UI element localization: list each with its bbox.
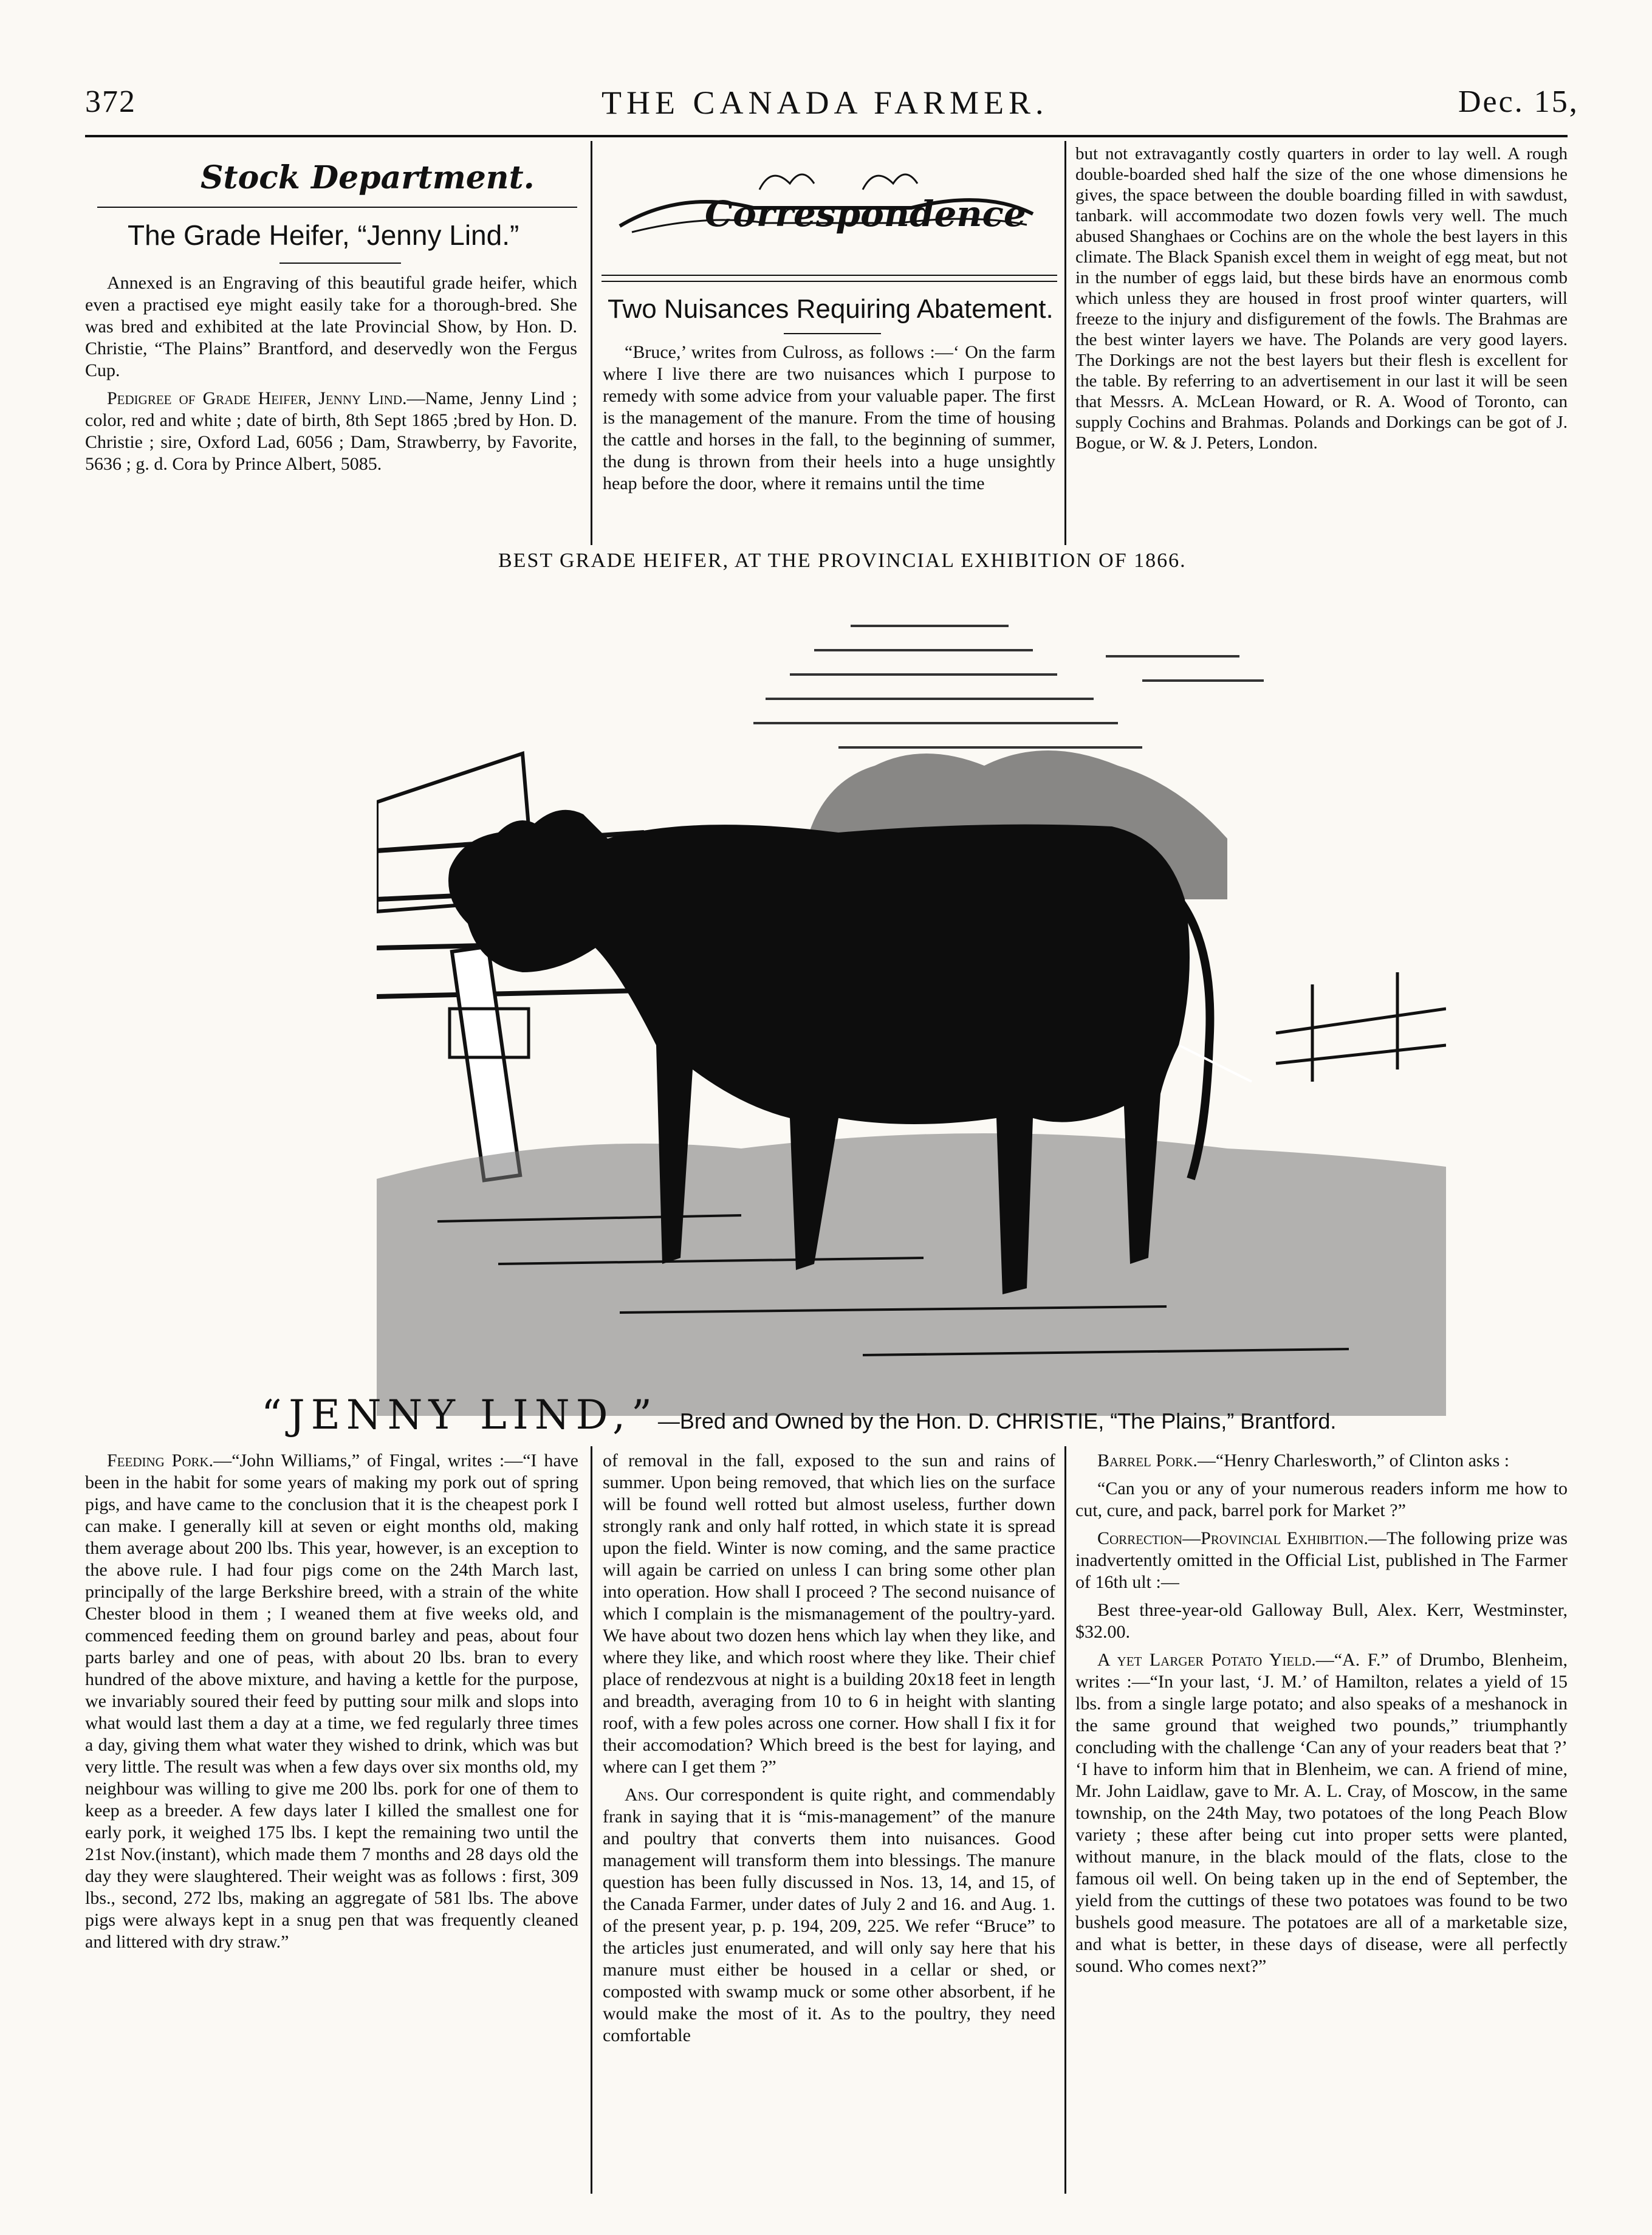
feeding-pork-text: —“John Williams,” of Fingal, writes :—“I have been in the habit for some years of making my pork out of spring pigs, and have came to the conclusion that it is the cheapest pork I can make. I generally kill at seven or eight months old, making them average about 200 lbs. This year, however, is an exception to the above rule. I had four pigs come on the 24th March last, principally of the large Berkshire breed, with a strain of the white Chester blood in them ; I weaned them at five weeks old, and commenced feeding them on ground barley and peas, about four parts barley and one of peas, with about 20 lbs. bran to every hundred of the above mixture, and having a kettle for the purpose, we invariably soured their feed by putting sour milk and slops into what would last them a day at a time, we fed regularly three times a day, giving them what water they wished to drink, which was but very little. The result was when a few days over six months old, my neighbour was willing to give me 200 lbs. pork for one of them to keep as a breeder. A few days later I killed the smallest one for early pork, it weighed 175 lbs. I kept the remaining two until the 21st Nov.(instant), which made them 7 months and 28 days old the day they were slaughtered. Their weight was as follows : first, 309 lbs., second, 272 lbs, making an aggregate of 581 lbs. The above pigs were always kept in a snug pen that was frequently cleaned and littered with dry straw.” xyxy=(85,1451,578,1952)
engraving-heading: BEST GRADE HEIFER, AT THE PROVINCIAL EXHIBITION OF 1866. xyxy=(498,549,1187,572)
column-divider-2 xyxy=(1064,141,1066,545)
caption-rest: —Bred and Owned by the Hon. D. CHRISTIE, “The Plains,” Brantford. xyxy=(657,1409,1337,1433)
correspondence-rule-1 xyxy=(602,275,1057,276)
correspondence-banner-text: Correspondence xyxy=(705,193,1026,235)
nuisances-paragraph-1: “Bruce,’ writes from Culross, as follows :—‘ On the farm where I live there are two nuisances which I purpose to remedy with some advice from your valuable paper. The first is the management of the manure. From the time of housing the cattle and horses in the fall, to the beginning of summer, the dung is thrown from their heels into a huge unsightly heap before the door, where it remains until the time xyxy=(603,342,1055,493)
nuisances-heading: Two Nuisances Requiring Abatement. xyxy=(608,294,1054,324)
page-number: 372 xyxy=(85,84,136,119)
nuisances-paragraph-2: of removal in the fall, exposed to the sun and rains of summer. Upon being removed, that which lies on the surface will be found well rotted but almost useless, further down strongly rank and only half rotted, in which state it is spread upon the field. Winter is now coming, and the same practice will again be carried on unless I can bring some other plan into operation. How shall I proceed ? The second nuisance of which I complain is the mismanagement of the poultry-yard. We have about two dozen hens which lay when they like, and where they like, and which roost where they like. Their chief place of rendezvous at night is a building 20x18 feet in length and breadth, averaging from 10 to 6 in height with slanting roof, with a few poles across one corner. How shall I fix it for their accomodation? Which breed is the best for laying, and where can I get them ?” xyxy=(603,1451,1055,1777)
answer-label: Ans. xyxy=(625,1785,659,1805)
barrel-pork-text: —“Henry Charlesworth,” of Clinton asks : xyxy=(1197,1451,1510,1471)
stock-department-heading: Stock Department. xyxy=(201,159,535,196)
answer-continued: but not extravagantly costly quarters in order to lay well. A rough double-boarded shed half the size of the one whose dimensions he gives, the space between the double boarding filled in with sawdust, tanbark. will accommodate two dozen fowls very well. The much abused Shanghaes or Cochins are on the whole the best layers in this climate. The Black Spanish excel them in weight of egg meat, but not in the number of eggs laid, but these birds have an enormous comb which unless they are housed in frost proof winter quarters, will freeze to the injury and disfigurement of the fowls. The Brahmas are the best winter layers we have. The Polands are very good layers. The Dorkings are not the best layers but their flesh is excellent for the table. By referring to an advertisement in our last it will be seen that Messrs. A. McLean Howard, or R. A. Wood of Toronto, can supply Cochins and Brahmas. Polands and Dorkings can be got of J. Bogue, or W. & J. Peters, London. xyxy=(1075,144,1568,453)
answer-text: Our correspondent is quite right, and commendably frank in saying that it is “mis-management” of the manure and poultry that converts them into nuisances. Good management will transform them into blessings. The manure question has been fully discussed in Nos. 13, 14, and 15, of the Canada Farmer, under dates of July 2 and 16. and Aug. 1. of the present year, p. p. 194, 209, 225. We refer “Bruce” to the articles just enumerated, and will only say here that his manure must either be housed in a cellar or shed, or composted with swamp muck or some other absorbent, if he would make the most of it. As to the poultry, they need comfortable xyxy=(603,1785,1055,2045)
caption-name: “JENNY LIND,” xyxy=(261,1392,658,1438)
pedigree-text: —Name, Jenny Lind ; color, red and white ; date of birth, 8th Sept 1865 ;bred by Hon. D. Christie ; sire, Oxford Lad, 6056 ; Dam, Strawberry, by Favorite, 5636 ; g. d. Cora by Prince Albert, 5085. xyxy=(85,388,577,474)
issue-date: Dec. 15, xyxy=(1458,84,1579,119)
grade-heifer-rule xyxy=(279,263,401,264)
pedigree-paragraph xyxy=(85,388,577,475)
correction-label: Correction—Provincial Exhibition. xyxy=(1097,1528,1369,1548)
answer-paragraph xyxy=(603,1784,1055,2047)
stock-article xyxy=(85,272,577,481)
correspondence-banner xyxy=(608,153,1051,256)
stock-paragraph: Annexed is an Engraving of this beautiful grade heifer, which even a practised eye might easily take for a thorough-bred. She was bred and exhibited at the late Provincial Show, by Hon. D. Christie, “The Plains” Brantford, and deservedly won the Fergus Cup. xyxy=(85,273,577,380)
grade-heifer-heading: The Grade Heifer, “Jenny Lind.” xyxy=(128,219,519,251)
masthead-title: THE CANADA FARMER. xyxy=(602,84,1049,121)
feeding-pork-paragraph xyxy=(85,1450,578,1953)
potato-label: A yet Larger Potato Yield. xyxy=(1097,1650,1316,1670)
stock-heading-rule xyxy=(97,207,577,208)
potato-paragraph xyxy=(1075,1649,1568,1977)
header-rule xyxy=(85,135,1568,137)
nuisances-heading-rule xyxy=(784,333,881,334)
potato-text: —“A. F.” of Drumbo, Blenheim, writes :—“In your last, ‘J. M.’ of Hamilton, relates a yield of 15 lbs. from a single large potato; and also speaks of a meshanock in the same ground that weighed two pounds,” triumphantly concluding with the challenge ‘Can any of your readers beat that ?’ ‘I have to inform him that in Blenheim, we can. A friend of mine, Mr. John Laidlaw, gave to Mr. A. L. Cray, of Moscow, in the same township, on the 24th May, two potatoes of the long Peach Blow variety ; these after being cut into proper setts were planted, without manure, in the black mould of the flats, close to the famous oil well. On being taken up in the end of September, the yield from the cuttings of these two potatoes was found to be two bushels good measure. The potatoes are all of a marketable size, and what is better, in these days of disease, were all perfectly sound. Who comes next?” xyxy=(1075,1650,1568,1976)
column-divider-3 xyxy=(591,1446,592,2194)
barrel-pork-label: Barrel Pork. xyxy=(1097,1451,1198,1471)
feeding-pork-article xyxy=(85,1450,578,1959)
barrel-pork-paragraph xyxy=(1075,1450,1568,1472)
right-bottom-column xyxy=(1075,1450,1568,1983)
nuisances-continuation xyxy=(603,1450,1055,2053)
correction-entry: Best three-year-old Galloway Bull, Alex. Kerr, Westminster, $32.00. xyxy=(1075,1600,1568,1642)
correspondence-rule-2 xyxy=(602,281,1057,282)
column-divider-1 xyxy=(591,141,592,545)
heifer-engraving-illustration xyxy=(377,583,1446,1416)
correction-paragraph xyxy=(1075,1528,1568,1593)
feeding-pork-label: Feeding Pork. xyxy=(107,1451,214,1471)
correction-text: —The following prize was inadvertently omitted in the Official List, published in The Farmer of 16th ult :— xyxy=(1075,1528,1568,1592)
engraving-caption xyxy=(261,1392,1568,1438)
column-divider-4 xyxy=(1064,1446,1066,2194)
barrel-pork-question: “Can you or any of your numerous readers inform me how to cut, cure, and pack, barrel pork for Market ?” xyxy=(1075,1478,1568,1520)
pedigree-label: Pedigree of Grade Heifer, Jenny Lind. xyxy=(107,388,407,408)
heifer-engraving xyxy=(377,583,1446,1416)
